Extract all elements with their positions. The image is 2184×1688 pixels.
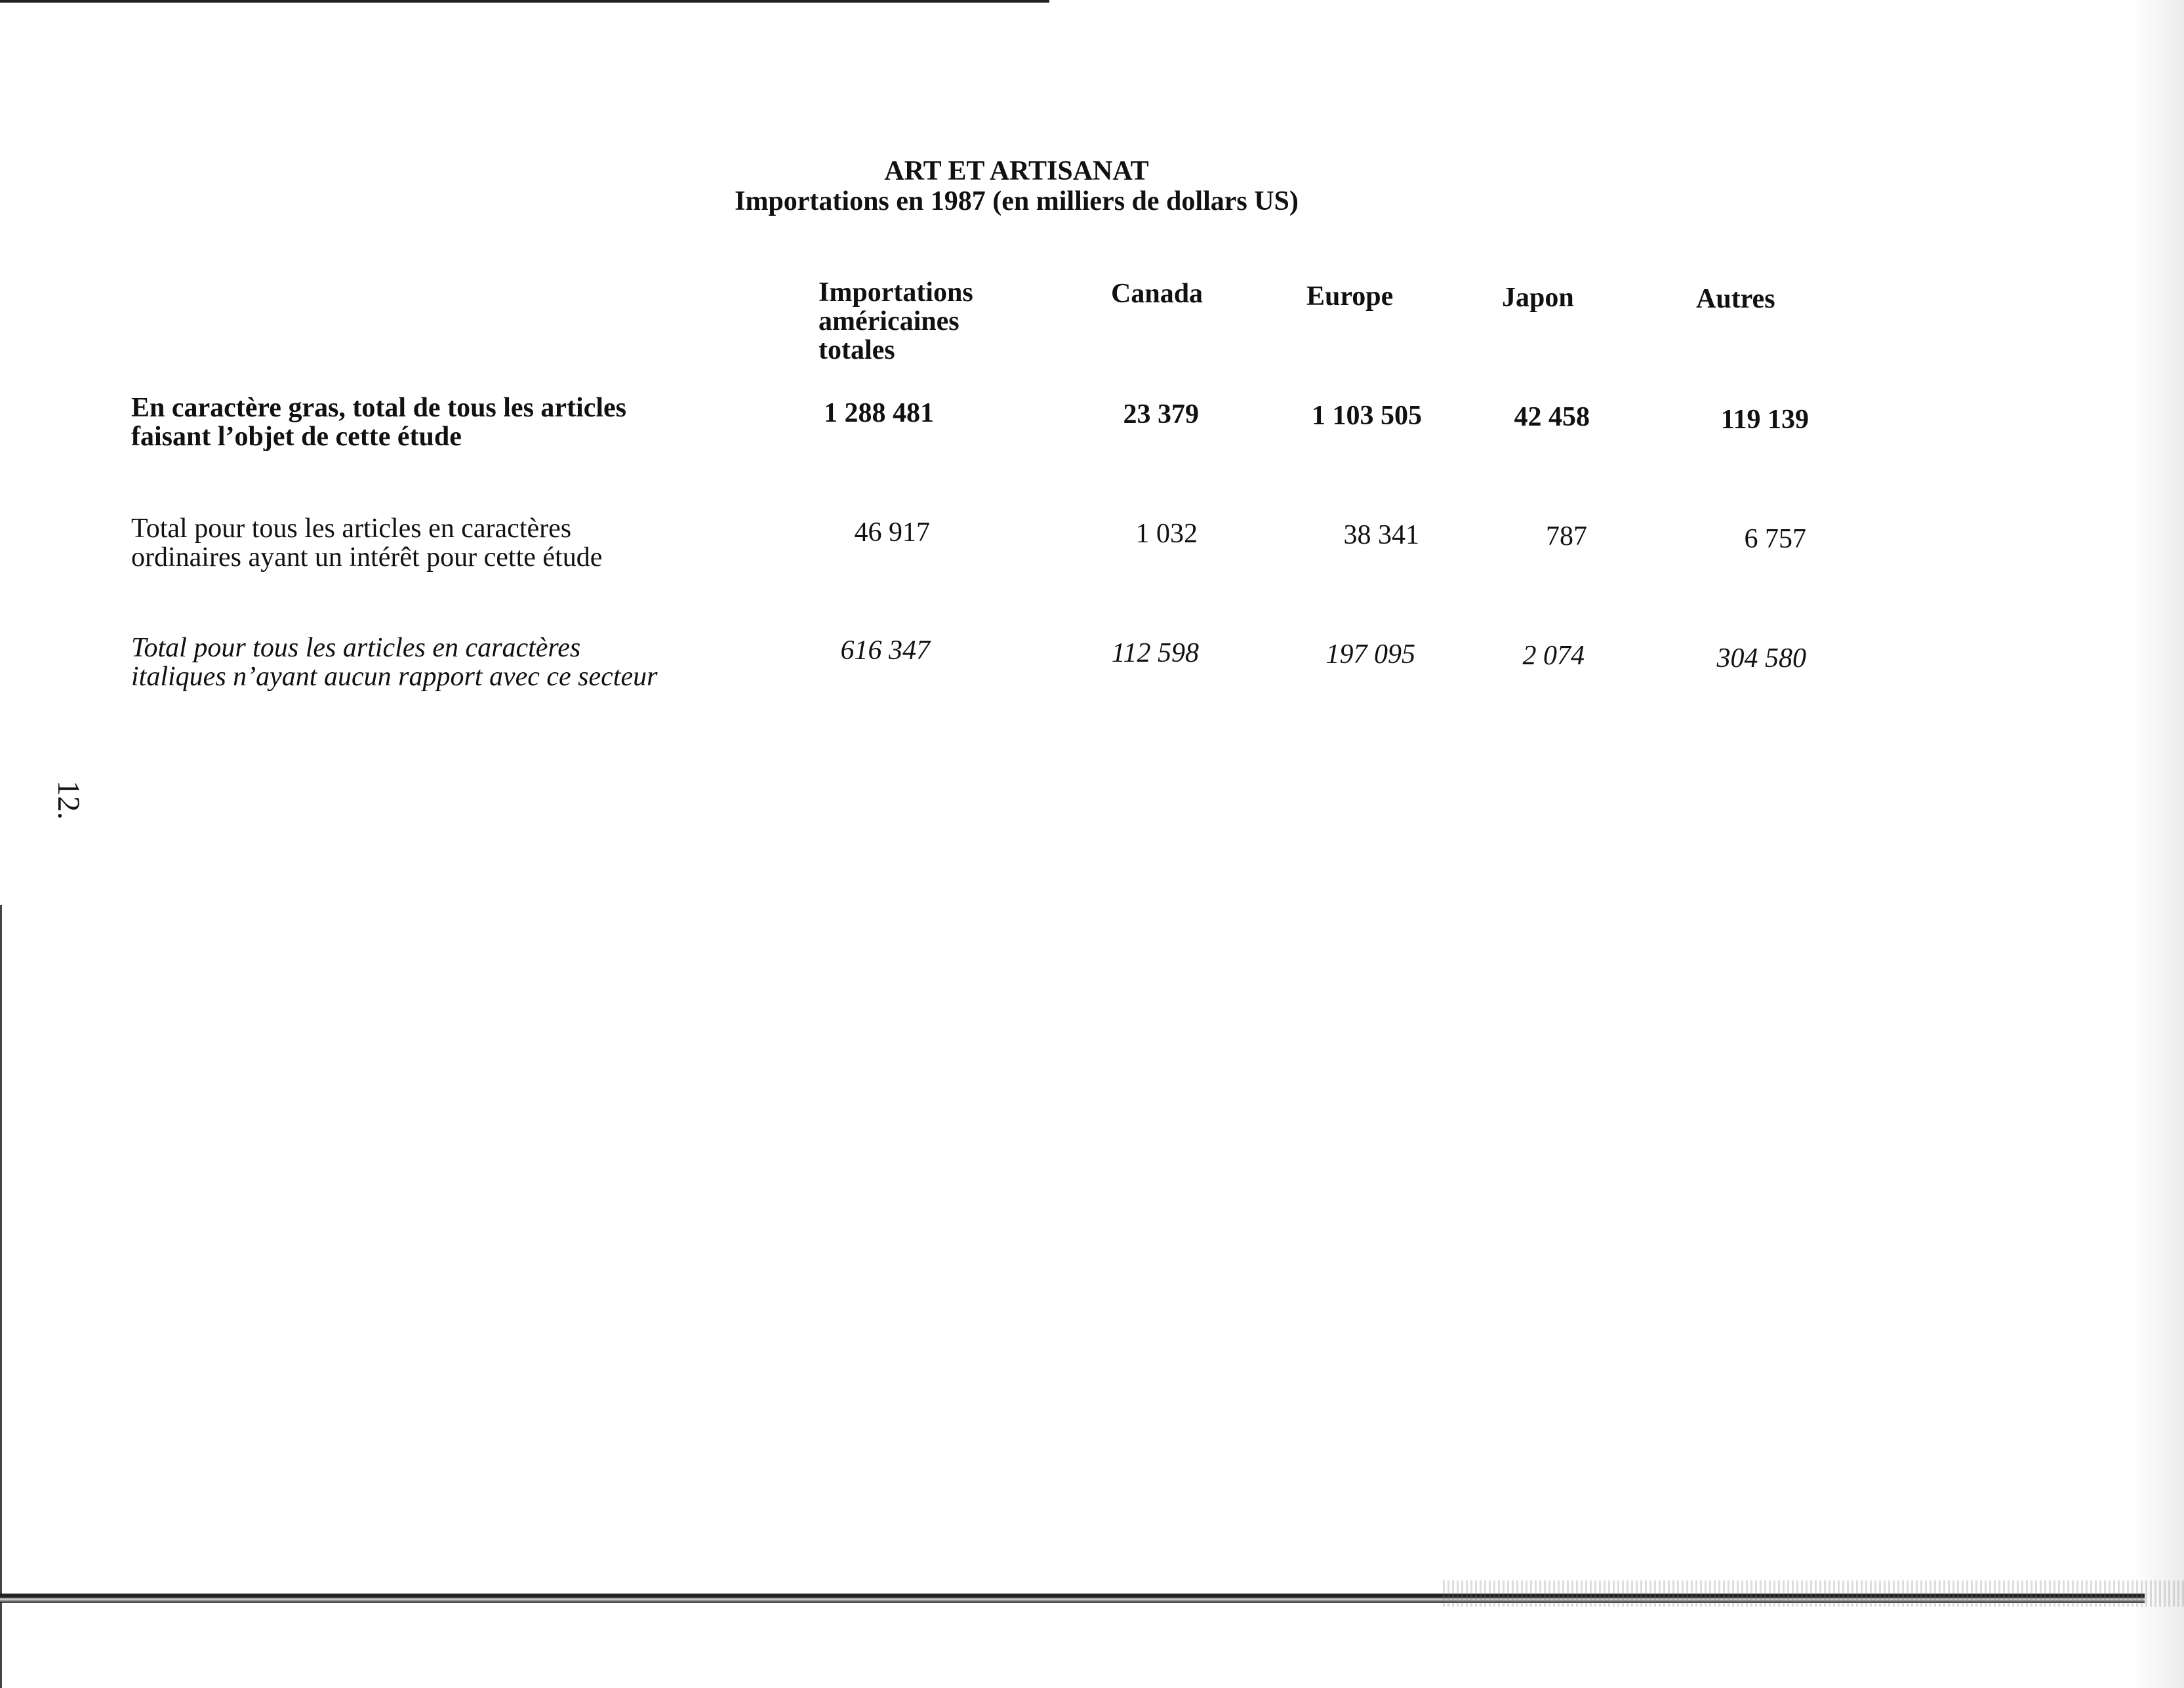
cell-bold-autres: 119 139	[1720, 405, 1809, 435]
cell-regular-japon: 787	[1546, 521, 1587, 552]
page-number: 12.	[51, 780, 86, 820]
left-edge-line	[0, 905, 2, 1688]
title-heading: ART ET ARTISANAT	[884, 156, 1149, 186]
cell-regular-total: 46 917	[854, 517, 930, 548]
cell-bold-total: 1 288 481	[824, 398, 934, 428]
column-header-canada: Canada	[1111, 279, 1203, 309]
row-label-italic: Total pour tous les articles en caractères italiques n’ayant aucun rapport avec ce secteur	[131, 633, 658, 692]
cell-bold-japon: 42 458	[1514, 402, 1590, 432]
row-label-regular: Total pour tous les articles en caractères ordinaires ayant un intérêt pour cette étude	[131, 513, 603, 573]
cell-italic-canada: 112 598	[1111, 638, 1199, 668]
scan-edge-shadow	[2132, 0, 2184, 1688]
bottom-scan-noise	[1443, 1580, 2184, 1607]
cell-regular-canada: 1 032	[1135, 519, 1198, 549]
cell-italic-total: 616 347	[840, 635, 930, 666]
cell-italic-autres: 304 580	[1716, 643, 1806, 673]
title-subtitle: Importations en 1987 (en milliers de dollars US)	[735, 186, 1299, 216]
column-header-japon: Japon	[1502, 283, 1574, 313]
row-label-bold: En caractère gras, total de tous les articles faisant l’objet de cette étude	[131, 393, 627, 452]
cell-bold-canada: 23 379	[1123, 399, 1199, 430]
column-header-europe: Europe	[1306, 281, 1394, 311]
column-header-total: Importations américaines totales	[819, 277, 973, 365]
column-header-autres: Autres	[1696, 284, 1775, 314]
cell-italic-europe: 197 095	[1325, 639, 1415, 670]
cell-regular-autres: 6 757	[1744, 524, 1806, 554]
top-rule	[0, 0, 1049, 3]
page-title	[0, 156, 2033, 216]
cell-italic-japon: 2 074	[1522, 641, 1585, 671]
cell-bold-europe: 1 103 505	[1312, 401, 1422, 431]
cell-regular-europe: 38 341	[1343, 520, 1419, 550]
